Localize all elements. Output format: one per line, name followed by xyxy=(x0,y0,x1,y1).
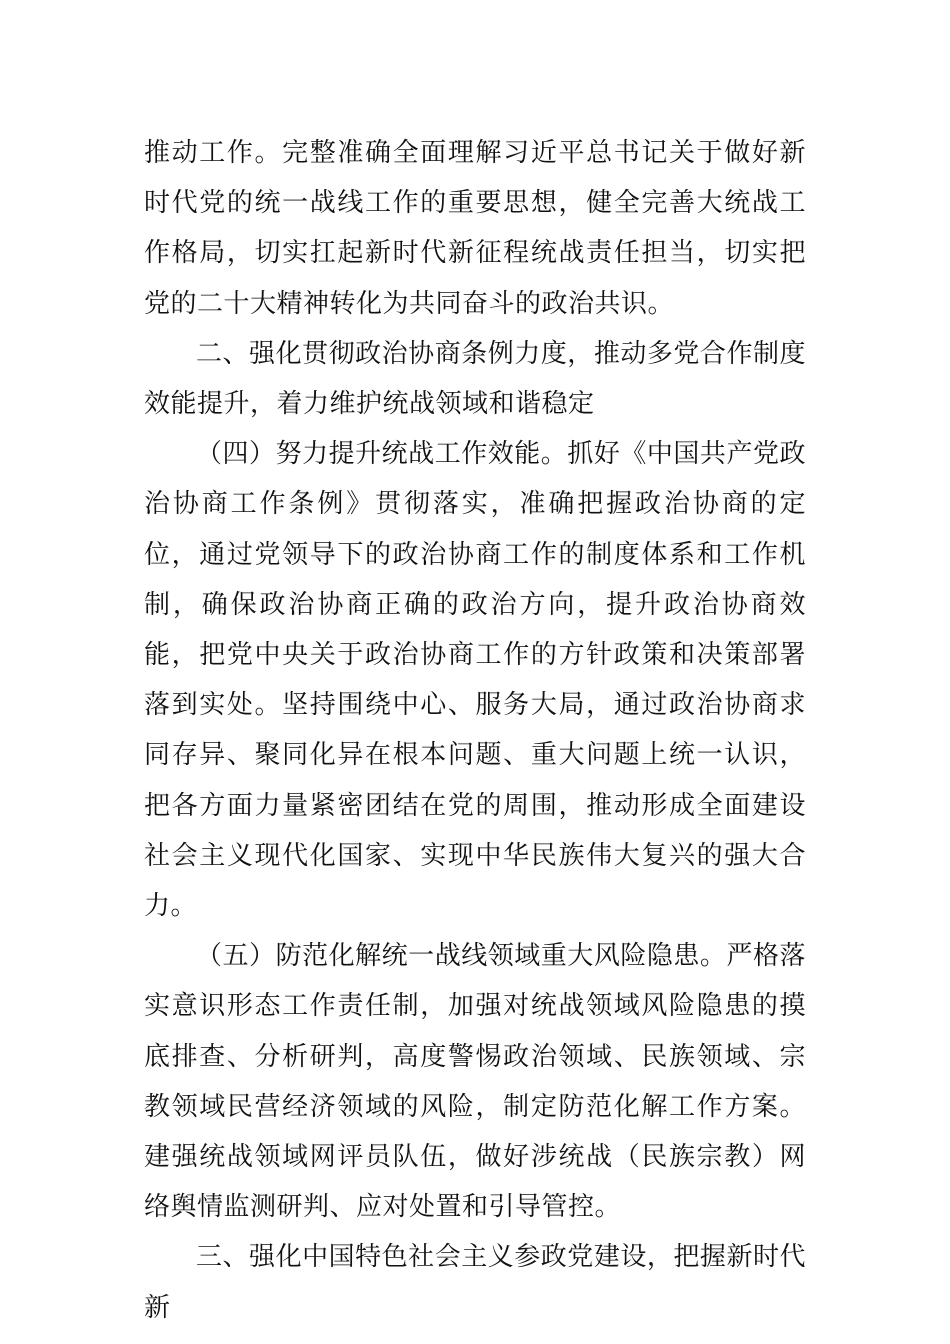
paragraph-continuation: 推动工作。完整准确全面理解习近平总书记关于做好新时代党的统一战线工作的重要思想，健全完善大统战工作格局，切实扛起新时代新征程统战责任担当，切实把党的二十大精神转化为共同奋斗的政治共识。 xyxy=(144,138,806,319)
section-heading-three: 三、强化中国特色社会主义参政党建设，把握新时代新 xyxy=(144,1242,806,1323)
document-body xyxy=(144,128,806,1333)
paragraph-item-four: （四）努力提升统战工作效能。抓好《中国共产党政治协商工作条例》贯彻落实，准确把握政治协商的定位，通过党领导下的政治协商工作的制度体系和工作机制，确保政治协商正确的政治方向，提升政治协商效能，把党中央关于政治协商工作的方针政策和决策部署落到实处。坚持围绕中心、服务大局，通过政治协商求同存异、聚同化异在根本问题、重大问题上统一认识，把各方面力量紧密团结在党的周围，推动形成全面建设社会主义现代化国家、实现中华民族伟大复兴的强大合力。 xyxy=(144,439,806,922)
section-heading-two: 二、强化贯彻政治协商条例力度，推动多党合作制度效能提升，着力维护统战领域和谐稳定 xyxy=(144,338,806,420)
paragraph-item-five: （五）防范化解统一战线领域重大风险隐患。严格落实意识形态工作责任制，加强对统战领域风险隐患的摸底排查、分析研判，高度警惕政治领域、民族领域、宗教领域民营经济领域的风险，制定防范化解工作方案。建强统战领域网评员队伍，做好涉统战（民族宗教）网络舆情监测研判、应对处置和引导管控。 xyxy=(144,941,806,1223)
